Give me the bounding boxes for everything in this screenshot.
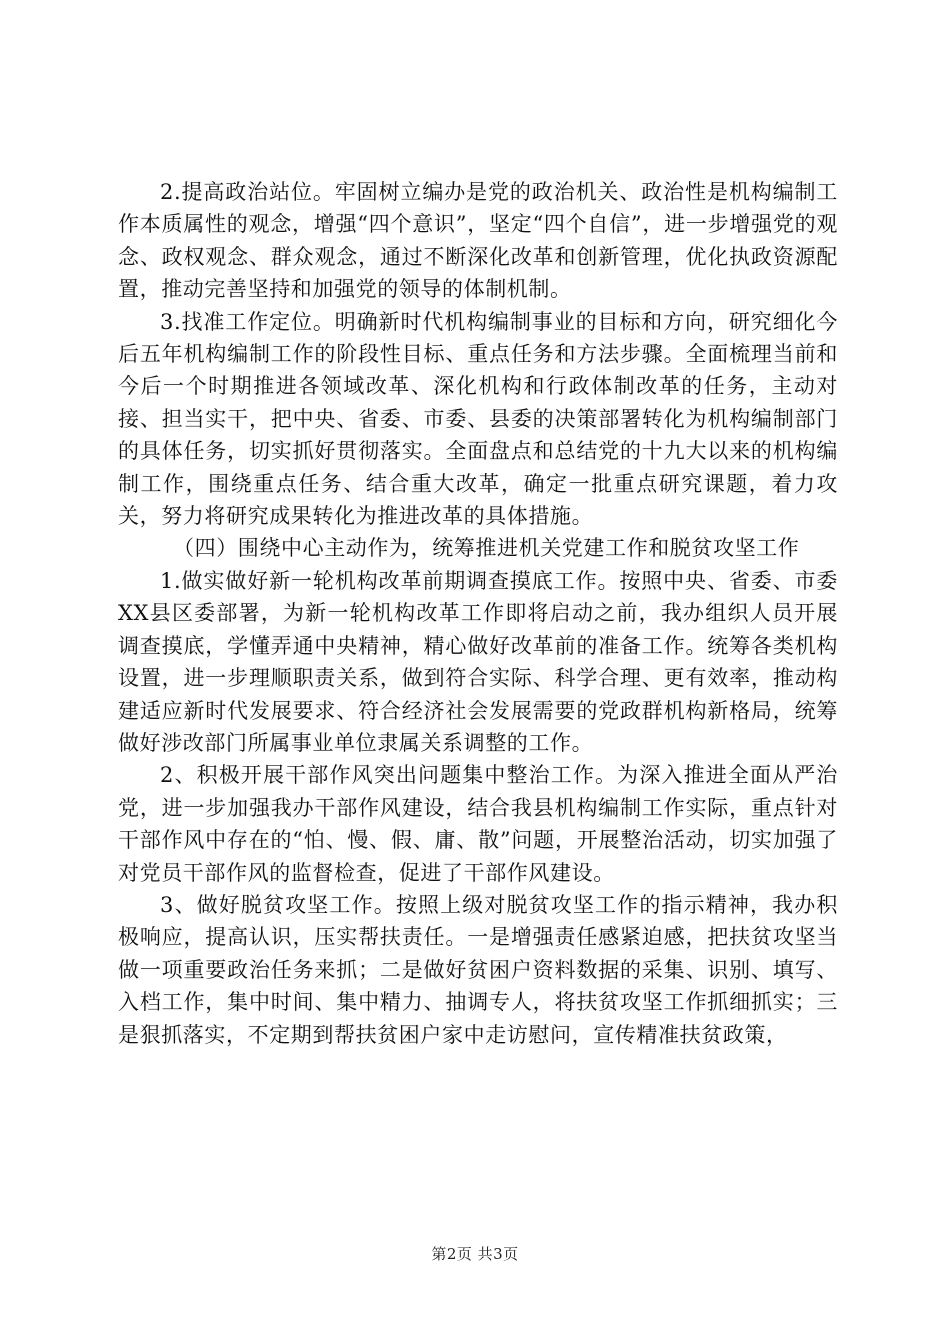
paragraph-cadre-style-rectification: 2、积极开展干部作风突出问题集中整治工作。为深入推进全面从严治党，进一步加强我办干部作风建设，结合我县机构编制工作实际，重点针对干部作风中存在的“怕、慢、假、庸、散”问题，开展整治活动，切实加强了对党员干部作风的监督检查，促进了干部作风建设。 — [118, 763, 838, 885]
paragraph-work-positioning: 3.找准工作定位。明确新时代机构编制事业的目标和方向，研究细化今后五年机构编制工作的阶段性目标、重点任务和方法步骤。全面梳理当前和今后一个时期推进各领域改革、深化机构和行政体制改革的任务，主动对接、担当实干，把中央、省委、市委、县委的决策部署转化为机构编制部门的具体任务，切实抓好贯彻落实。全面盘点和总结党的十九大以来的机构编制工作，围绕重点任务、结合重大改革，确定一批重点研究课题，着力攻关，努力将研究成果转化为推进改革的具体措施。 — [118, 309, 838, 529]
paragraph-political-position: 2.提高政治站位。牢固树立编办是党的政治机关、政治性是机构编制工作本质属性的观念，增强“四个意识”，坚定“四个自信”，进一步增强党的观念、政权观念、群众观念，通过不断深化改革和创新管理，优化执政资源配置，推动完善坚持和加强党的领导的体制机制。 — [118, 180, 838, 302]
section-heading-four: （四）围绕中心主动作为，统筹推进机关党建工作和脱贫攻坚工作 — [173, 536, 800, 561]
paragraph-institution-reform-survey: 1.做实做好新一轮机构改革前期调查摸底工作。按照中央、省委、市委XX县区委部署，为新一轮机构改革工作即将启动之前，我办组织人员开展调查摸底，学懂弄通中央精神，精心做好改革前的准备工作。统筹各类机构设置，进一步理顺职责关系，做到符合实际、科学合理、更有效率，推动构建适应新时代发展要求、符合经济社会发展需要的党政群机构新格局，统筹做好涉改部门所属事业单位隶属关系调整的工作。 — [118, 568, 838, 755]
document-body — [118, 176, 838, 1051]
page-number-footer: 第2页 共3页 — [431, 1245, 519, 1263]
paragraph-poverty-alleviation: 3、做好脱贫攻坚工作。按照上级对脱贫攻坚工作的指示精神，我办积极响应，提高认识，压实帮扶责任。一是增强责任感紧迫感，把扶贫攻坚当做一项重要政治任务来抓；二是做好贫困户资料数据的采集、识别、填写、入档工作，集中时间、集中精力、抽调专人，将扶贫攻坚工作抓细抓实；三是狠抓落实，不定期到帮扶贫困户家中走访慰问，宣传精准扶贫政策， — [118, 892, 838, 1047]
